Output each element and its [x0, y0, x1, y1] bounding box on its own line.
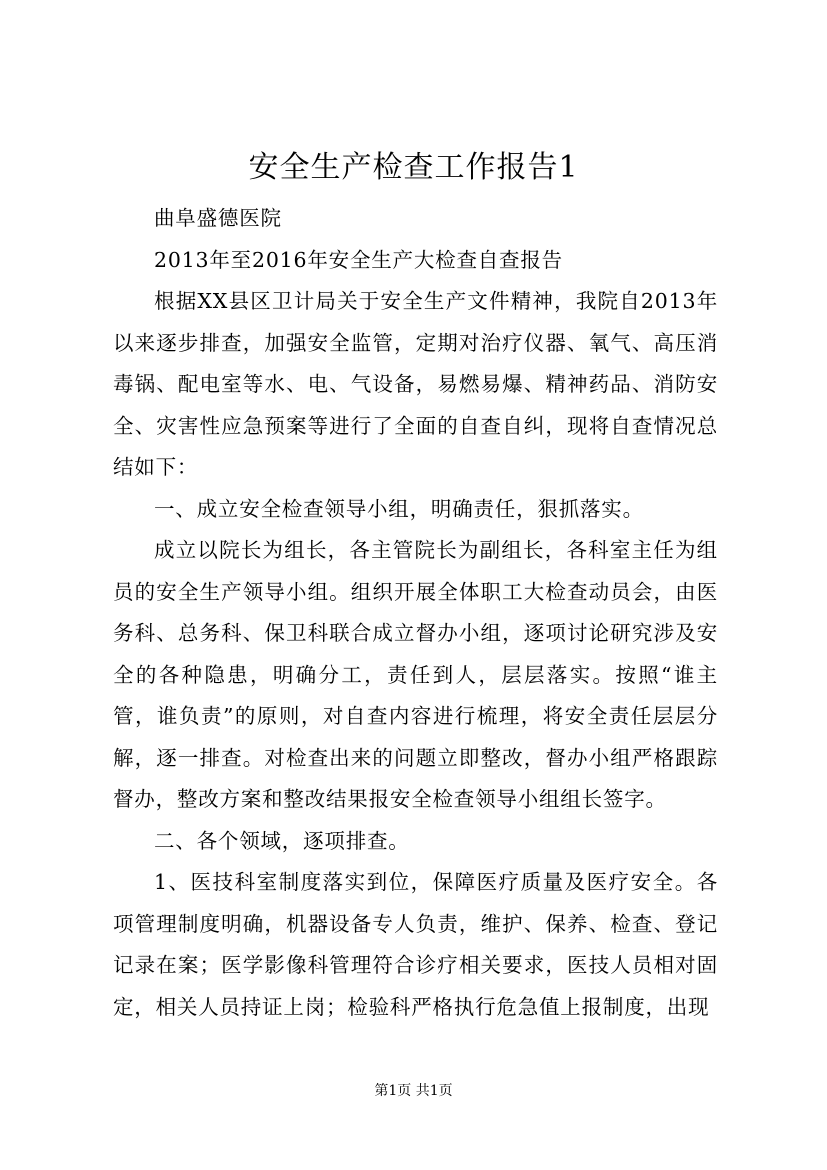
section-heading-2: 二、各个领域，逐项排查。 — [154, 828, 410, 853]
paragraph-hospital-name: 曲阜盛德医院 — [154, 206, 282, 230]
page-footer: 第1页 共1页 — [374, 1083, 453, 1099]
paragraph-section-1: 成立以院长为组长，各主管院长为副组长，各科室主任为组员的安全生产领导小组。组织开展全体职工大检查动员会，由医务科、总务科、保卫科联合成立督办小组，逐项讨论研究涉及安全的各种隐患，明确分工，责任到人，层层落实。按照“谁主管，谁负责”的原则，对自查内容进行梳理，将安全责任层层分解，逐一排查。对检查出来的问题立即整改，督办小组严格跟踪督办，整改方案和整改结果报安全检查领导小组组长签字。 — [113, 538, 718, 811]
paragraph-section-2-item-1: 1、医技科室制度落实到位，保障医疗质量及医疗安全。各项管理制度明确，机器设备专人负责，维护、保养、检查、登记记录在案；医学影像科管理符合诊疗相关要求，医技人员相对固定，相关人员持证上岗；检验科严格执行危急值上报制度，出现 — [113, 870, 718, 1019]
paragraph-intro: 根据XX县区卫计局关于安全生产文件精神，我院自2013年以来逐步排查，加强安全监管，定期对治疗仪器、氧气、高压消毒锅、配电室等水、电、气设备，易燃易爆、精神药品、消防安全、灾害性应急预案等进行了全面的自查自纠，现将自查情况总结如下： — [113, 289, 718, 479]
section-heading-1: 一、成立安全检查领导小组，明确责任，狠抓落实。 — [154, 496, 644, 521]
document-title: 安全生产检查工作报告1 — [248, 150, 579, 185]
document-body — [113, 198, 718, 1028]
paragraph-report-subtitle: 2013年至2016年安全生产大检查自查报告 — [154, 247, 563, 272]
